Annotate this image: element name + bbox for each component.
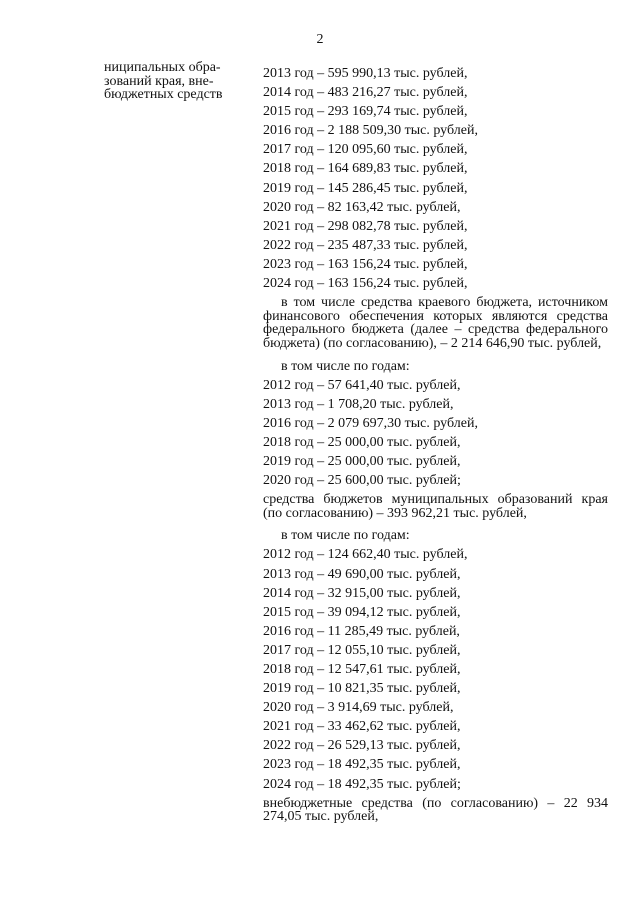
- list-item: 2017 год – 12 055,10 тыс. рублей,: [263, 642, 461, 658]
- list-item: 2019 год – 25 000,00 тыс. рублей,: [263, 453, 461, 469]
- list-item: 2015 год – 39 094,12 тыс. рублей,: [263, 604, 461, 620]
- list-item: 2024 год – 163 156,24 тыс. рублей,: [263, 276, 468, 292]
- list-item: 2023 год – 163 156,24 тыс. рублей,: [263, 256, 468, 272]
- list-item: 2017 год – 120 095,60 тыс. рублей,: [263, 142, 468, 158]
- list-item: 2020 год – 82 163,42 тыс. рублей,: [263, 199, 461, 215]
- list-item: 2013 год – 1 708,20 тыс. рублей,: [263, 396, 454, 412]
- list-item: 2018 год – 12 547,61 тыс. рублей,: [263, 662, 461, 677]
- by-years-heading: в том числе по годам:: [281, 358, 410, 374]
- list-item: 2016 год – 11 285,49 тыс. рублей,: [263, 623, 460, 639]
- list-item: 2013 год – 595 990,13 тыс. рублей,: [263, 66, 468, 81]
- list-item: 2021 год – 298 082,78 тыс. рублей,: [263, 218, 468, 234]
- funding-list-total: [263, 64, 608, 293]
- extrabudgetary-paragraph: внебюджетные средства (по согласованию) – 22 934 274,05 тыс. рублей,: [263, 795, 608, 825]
- list-item: 2021 год – 33 462,62 тыс. рублей,: [263, 719, 461, 735]
- federal-budget-paragraph: в том числе средства краевого бюджета, источником финансового обеспечения которых являются средства федерального бюджета (далее – средства федерального бюджета) (по согласованию), – 2 214 646,90 тыс. рублей,: [263, 295, 608, 351]
- left-column-line: зований края, вне-: [104, 73, 214, 89]
- list-item: 2018 год – 25 000,00 тыс. рублей,: [263, 434, 461, 450]
- list-item: 2020 год – 3 914,69 тыс. рублей,: [263, 700, 454, 716]
- municipal-budget-paragraph: средства бюджетов муниципальных образований края (по согласованию) – 393 962,21 тыс. рублей,: [263, 492, 608, 521]
- funding-list-federal: [263, 376, 608, 491]
- list-item: 2022 год – 235 487,33 тыс. рублей,: [263, 237, 468, 253]
- list-item: 2018 год – 164 689,83 тыс. рублей,: [263, 161, 468, 177]
- list-item: 2013 год – 49 690,00 тыс. рублей,: [263, 566, 461, 582]
- funding-list-municipal: [263, 545, 608, 793]
- list-item: 2014 год – 483 216,27 тыс. рублей,: [263, 85, 468, 101]
- list-item: 2024 год – 18 492,35 тыс. рублей;: [263, 776, 461, 792]
- list-item: 2016 год – 2 079 697,30 тыс. рублей,: [263, 415, 478, 431]
- list-item: 2022 год – 26 529,13 тыс. рублей,: [263, 738, 461, 754]
- list-item: 2016 год – 2 188 509,30 тыс. рублей,: [263, 123, 478, 139]
- list-item: 2014 год – 32 915,00 тыс. рублей,: [263, 585, 461, 601]
- list-item: 2012 год – 57 641,40 тыс. рублей,: [263, 377, 461, 393]
- left-column-line: ниципальных обра-: [104, 60, 221, 75]
- list-item: 2012 год – 124 662,40 тыс. рублей,: [263, 547, 468, 563]
- left-column-line: бюджетных средств: [104, 87, 223, 102]
- list-item: 2023 год – 18 492,35 тыс. рублей,: [263, 757, 461, 773]
- list-item: 2015 год – 293 169,74 тыс. рублей,: [263, 104, 468, 120]
- list-item: 2019 год – 145 286,45 тыс. рублей,: [263, 180, 468, 196]
- list-item: 2020 год – 25 600,00 тыс. рублей;: [263, 473, 461, 489]
- right-column: [263, 64, 608, 824]
- left-column: [104, 61, 254, 102]
- by-years-heading: в том числе по годам:: [281, 528, 410, 544]
- list-item: 2019 год – 10 821,35 тыс. рублей,: [263, 681, 461, 697]
- page-number: 2: [316, 32, 324, 47]
